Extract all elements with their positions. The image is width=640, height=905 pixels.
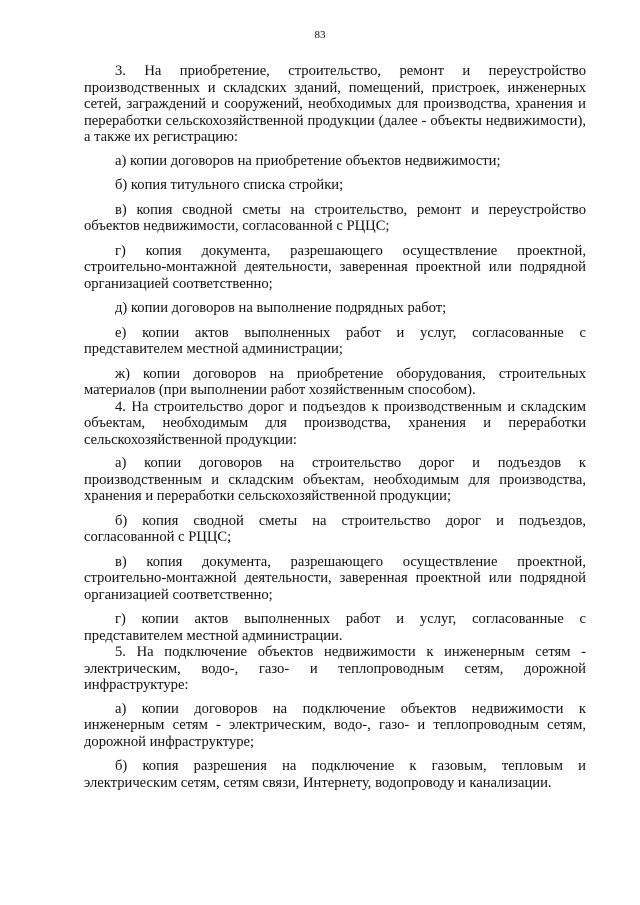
- list-item-5b: б) копия разрешения на подключение к газовым, тепловым и электрическим сетям, сетям связи, Интернету, водопроводу и канализации.: [84, 758, 586, 791]
- section-4-heading: 4. На строительство дорог и подъездов к производственным и складским объектам, необходимым для производства, хранения и переработки сельскохозяйственной продукции:: [84, 398, 586, 448]
- list-item-3zh: ж) копии договоров на приобретение оборудования, строительных материалов (при выполнении работ хозяйственным способом).: [84, 365, 586, 398]
- list-item-3v: в) копия сводной сметы на строительство, ремонт и переустройство объектов недвижимости, согласованной с РЦЦС;: [84, 201, 586, 234]
- list-item-4b: б) копия сводной сметы на строительство дорог и подъездов, согласованной с РЦЦС;: [84, 512, 586, 545]
- page-number: 83: [314, 29, 326, 41]
- list-item-3e: е) копии актов выполненных работ и услуг, согласованные с представителем местной администрации;: [84, 324, 586, 357]
- list-item-4g: г) копии актов выполненных работ и услуг, согласованные с представителем местной администрации.: [84, 611, 586, 644]
- list-item-3b: б) копия титульного списка стройки;: [115, 177, 344, 193]
- list-item-3g: г) копия документа, разрешающего осуществление проектной, строительно-монтажной деятельности, заверенная проектной или подрядной организацией соответственно;: [84, 242, 586, 292]
- section-5-heading: 5. На подключение объектов недвижимости к инженерным сетям - электрическим, водо-, газо- и теплопроводным сетям, дорожной инфраструктуре:: [84, 644, 586, 693]
- list-item-5a: а) копии договоров на подключение объектов недвижимости к инженерным сетям - электрическим, водо-, газо- и теплопроводным сетям, дорожной инфраструктуре;: [84, 700, 586, 750]
- list-item-3d: д) копии договоров на выполнение подрядных работ;: [115, 300, 447, 316]
- section-3-heading: 3. На приобретение, строительство, ремонт и переустройство производственных и складских зданий, помещений, пристроек, инженерных сетей, заграждений и сооружений, необходимых для производства, хранения и переработки сельскохозяйственной продукции (далее - объекты недвижимости), а также их регистрацию:: [84, 63, 586, 145]
- document-body: [84, 63, 586, 799]
- list-item-4v: в) копия документа, разрешающего осуществление проектной, строительно-монтажной деятельности, заверенная проектной или подрядной организацией соответственно;: [84, 553, 586, 603]
- list-item-4a: а) копии договоров на строительство дорог и подъездов к производственным и складским объектам, необходимым для производства, хранения и переработки сельскохозяйственной продукции;: [84, 455, 586, 504]
- list-item-3a: а) копии договоров на приобретение объектов недвижимости;: [115, 152, 501, 169]
